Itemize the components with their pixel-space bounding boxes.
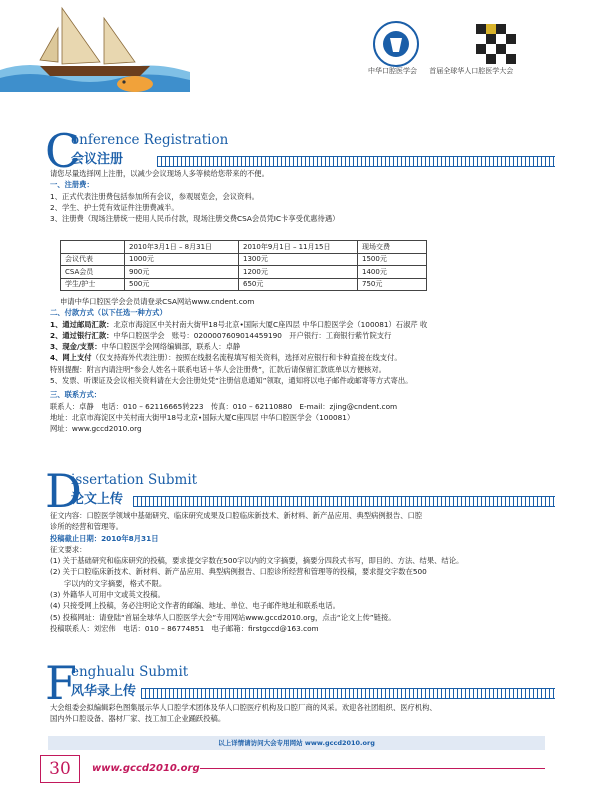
table-cell: 750元	[358, 278, 427, 291]
fenghua-line: 大会组委会拟编辑彩色图集展示华人口腔学术团体及华人口腔医疗机构及口腔厂商的风采。欢迎各社团组织、医疗机构、	[50, 703, 437, 712]
requirement-item: (5) 投稿网址：请登陆“首届全球华人口腔医学大会”专用网站www.gccd2010.org，点击“论文上传”链接。	[50, 612, 396, 622]
deadline: 投稿截止日期：2010年8月31日	[50, 533, 159, 543]
table-cell: 1300元	[239, 253, 358, 266]
table-header-row	[61, 241, 427, 254]
requirements-heading: 征文要求：	[50, 544, 87, 554]
organization-logos	[360, 20, 540, 68]
payment-item	[50, 319, 550, 330]
heading-capital: C	[45, 124, 81, 178]
table-cell: 900元	[125, 266, 239, 279]
payment-text: 中华口腔医学会网络编辑部，联系人：卓静	[101, 342, 241, 352]
heading-english: enghualu Submit	[71, 664, 189, 680]
special-reminder: 特别提醒：附言内请注明“参会人姓名＋联系电话＋华人会注册费”，汇款后请保留汇款底单以方便核对。	[50, 364, 386, 374]
heading-english: issertation Submit	[71, 472, 198, 488]
heading-chinese: 会议注册	[71, 152, 124, 167]
table-cell: CSA会员	[61, 266, 125, 279]
page-number: 30	[40, 755, 80, 783]
table-cell	[61, 241, 125, 254]
fenghua-line: 国内外口腔设备、器材厂家、技工加工企业踊跃投稿。	[50, 714, 226, 724]
table-cell: 650元	[239, 278, 358, 291]
payment-text: （仅支持海外代表注册）：按照在线报名流程填写相关资料，选择对应银行和卡种直接在线支付。	[91, 353, 402, 363]
table-row	[61, 278, 427, 291]
fee-heading: 一、注册费：	[50, 180, 94, 190]
fenghua-body	[50, 702, 550, 725]
footer-rule	[200, 768, 545, 769]
heading-english: onference Registration	[71, 132, 229, 148]
requirement-item: (3) 外籍华人可用中文或英文投稿。	[50, 590, 165, 600]
requirement-item: (1) 关于基础研究和临床研究的投稿，要求提交字数在500字以内的文字摘要，摘要分四段式书写，即目的、方法、结果、结论。	[50, 556, 464, 566]
table-cell: 1000元	[125, 253, 239, 266]
payment-text: 中华口腔医学会 账号：0200007609014459190 开户银行：工商银行紫竹院支行	[113, 330, 392, 340]
submission-contact: 投稿联系人：刘宏伟 电话：010 – 86774851 电子邮箱：firstgccd@163.com	[50, 623, 319, 633]
payment-heading: 二、付款方式（以下任选一种方式）	[50, 308, 167, 318]
payment-item	[50, 352, 550, 363]
table-cell: 1200元	[239, 266, 358, 279]
payment-item	[50, 330, 550, 341]
content-line: 诊所的经营和管理等。	[50, 522, 123, 532]
table-cell: 1400元	[358, 266, 427, 279]
org-name-gccd: 首届全球华人口腔医学大会	[429, 67, 514, 75]
table-cell: 1500元	[358, 253, 427, 266]
contact-line: 联系人：卓静 电话：010 – 62116665转223 传真：010 – 62110880 E-mail：zjing@cndent.com	[50, 401, 398, 411]
table-row	[61, 266, 427, 279]
table-cell: 学生/护士	[61, 278, 125, 291]
registration-body	[50, 168, 550, 224]
table-cell: 现场交费	[358, 241, 427, 254]
heading-capital: F	[45, 656, 77, 710]
contact-line: 地址：北京市海淀区中关村南大街甲18号北京•国际大厦C座四层 中华口腔医学会（100081）	[50, 412, 355, 422]
heading-rule	[141, 688, 555, 699]
website-banner: 以上详情请访问大会专用网站 www.gccd2010.org	[48, 736, 545, 750]
requirement-item: (4) 只接受网上投稿，务必注明论文作者的邮编、地址、单位、电子邮件地址和联系电话。	[50, 601, 340, 611]
intro-text: 请您尽量选择网上注册，以减少会议现场人多等候给您带来的不便。	[50, 169, 269, 178]
heading-rule	[133, 496, 555, 507]
requirement-item: 字以内的文字摘要，格式不限。	[64, 578, 167, 588]
contact-line: 网址：www.gccd2010.org	[50, 424, 142, 434]
table-cell: 2010年9月1日 – 11月15日	[239, 241, 358, 254]
footer-url: www.gccd2010.org	[92, 763, 200, 774]
payment-label: 1、通过邮局汇款：	[50, 319, 114, 329]
payment-text: 北京市海淀区中关村南大街甲18号北京•国际大厦C座四层 中华口腔医学会（100081）石淑芹 收	[113, 319, 428, 329]
payment-block	[50, 296, 550, 435]
dissertation-body	[50, 510, 550, 634]
payment-label: 4、网上支付	[50, 353, 92, 363]
heading-chinese: 风华录上传	[71, 684, 137, 699]
heading-chinese: 论文上传	[71, 492, 124, 507]
table-cell: 500元	[125, 278, 239, 291]
table-row	[61, 253, 427, 266]
org-name-csa: 中华口腔医学会	[368, 67, 417, 75]
heading-rule	[157, 156, 555, 167]
content-line: 征文内容：口腔医学领域中基础研究、临床研究成果及口腔临床新技术、新材料、新产品应用、典型病例报告、口腔	[50, 511, 423, 520]
sailboat-illustration	[0, 0, 190, 92]
fee-item: 3、注册费（现场注册统一使用人民币付款，现场注册交费CSA会员凭IC卡享受优惠待遇）	[50, 214, 340, 224]
payment-label: 3、现金/支票：	[50, 342, 102, 352]
payment-label: 2、通过银行汇款：	[50, 330, 114, 340]
fee-item: 2、学生、护士凭有效证件注册费减半。	[50, 202, 179, 212]
heading-capital: D	[45, 464, 82, 518]
fee-table	[60, 240, 427, 291]
organizer-names	[368, 66, 523, 76]
requirement-item: (2) 关于口腔临床新技术、新材料、新产品应用、典型病例报告、口腔诊所经营和管理等的投稿，要求提交字数在500	[50, 567, 427, 577]
fee-item: 1、正式代表注册费包括参加所有会议，参观展览会，会议资料。	[50, 191, 259, 201]
payment-item	[50, 341, 550, 352]
table-cell: 会议代表	[61, 253, 125, 266]
contact-heading: 三、联系方式：	[50, 390, 102, 400]
csa-note: 申请中华口腔医学会会员请登录CSA网站www.cndent.com	[60, 297, 255, 306]
invoice-note: 5、发票、听课证及会议相关资料请在大会注册处凭“注册信息通知”领取，通知将以电子邮件或邮寄等方式寄出。	[50, 376, 413, 386]
table-cell: 2010年3月1日 – 8月31日	[125, 241, 239, 254]
